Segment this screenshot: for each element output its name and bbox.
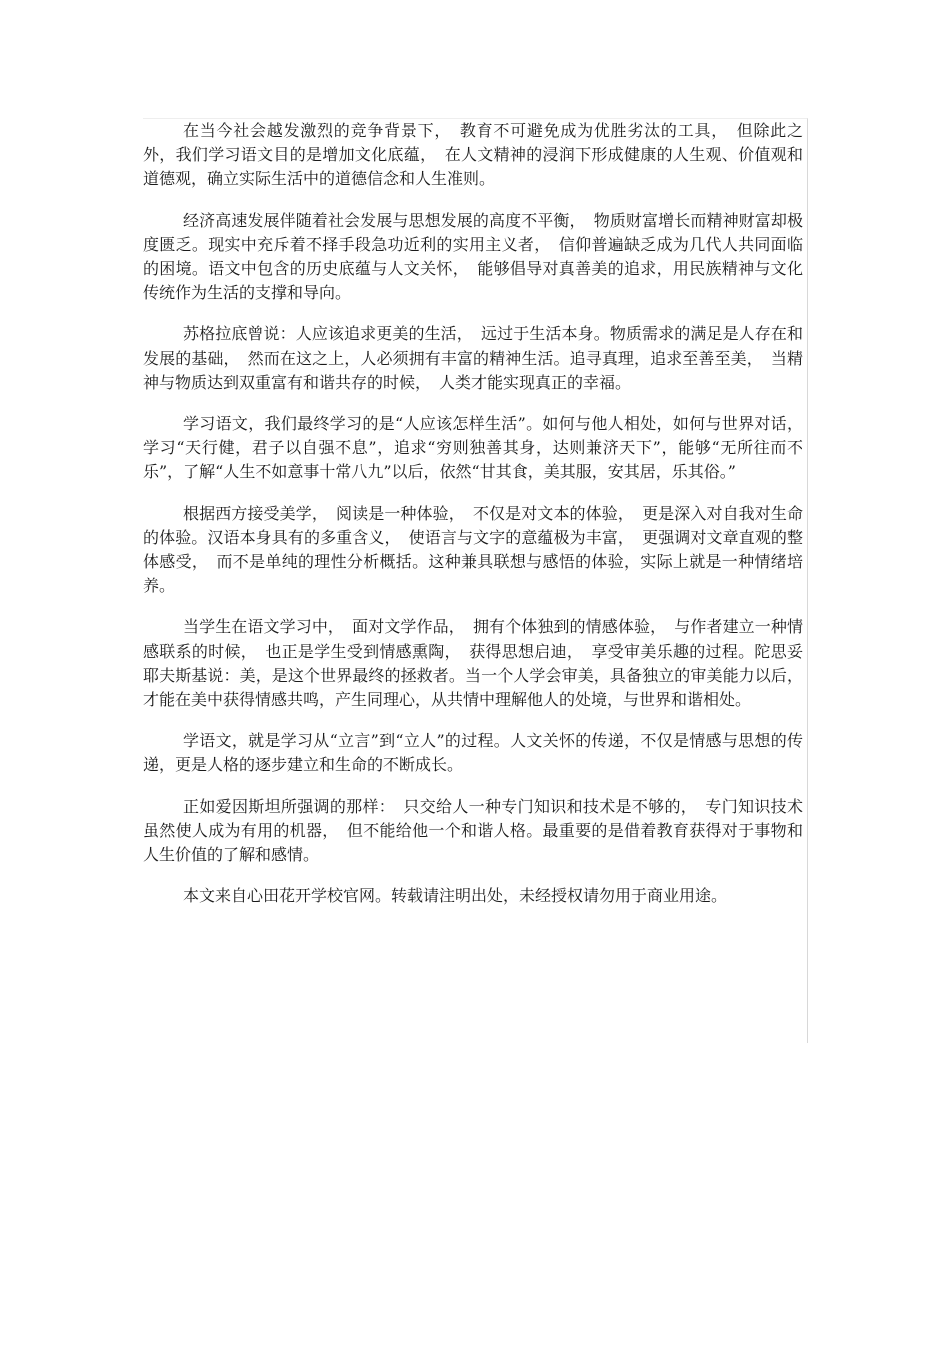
source-note: 本文来自心田花开学校官网。转载请注明出处，未经授权请勿用于商业用途。 bbox=[183, 886, 728, 906]
paragraph-2: 经济高速发展伴随着社会发展与思想发展的高度不平衡， 物质财富增长而精神财富却极度匮乏。现实中充斥着不择手段急功近利的实用主义者， 信仰普遍缺乏成为几代人共同面临的困境。语文中包含的历史底蕴与人文关怀， 能够倡导对真善美的追求，用民族精神与文化传统作为生活的支撑和导向。 bbox=[143, 210, 803, 303]
paragraph-8: 正如爱因斯坦所强调的那样： 只交给人一种专门知识和技术是不够的， 专门知识技术虽然使人成为有用的机器， 但不能给他一个和谐人格。最重要的是借着教育获得对于事物和人生价值的了解和感情。 bbox=[143, 796, 803, 865]
paragraph-5: 根据西方接受美学， 阅读是一种体验， 不仅是对文本的体验， 更是深入对自我对生命的体验。汉语本身具有的多重含义， 使语言与文字的意蕴极为丰富， 更强调对文章直观的整体感受， 而不是单纯的理性分析概括。这种兼具联想与感悟的体验，实际上就是一种情绪培养。 bbox=[143, 503, 803, 596]
paragraph-1: 在当今社会越发激烈的竞争背景下， 教育不可避免成为优胜劣汰的工具， 但除此之外，我们学习语文目的是增加文化底蕴， 在人文精神的浸润下形成健康的人生观、价值观和道德观，确立实际生活中的道德信念和人生准则。 bbox=[143, 121, 803, 189]
paragraph-3: 苏格拉底曾说：人应该追求更美的生活， 远过于生活本身。物质需求的满足是人存在和发展的基础， 然而在这之上，人必须拥有丰富的精神生活。追寻真理，追求至善至美， 当精神与物质达到双重富有和谐共存的时候， 人类才能实现真正的幸福。 bbox=[143, 324, 803, 392]
paragraph-6: 当学生在语文学习中， 面对文学作品， 拥有个体独到的情感体验， 与作者建立一种情感联系的时候， 也正是学生受到情感熏陶， 获得思想启迪， 享受审美乐趣的过程。陀思妥耶夫斯基说：美，是这个世界最终的拯救者。当一个人学会审美，具备独立的审美能力以后，才能在美中获得情感共鸣，产生同理心，从共情中理解他人的处境，与世界和谐相处。 bbox=[143, 617, 803, 710]
paragraph-7: 学语文，就是学习从“立言”到“立人”的过程。人文关怀的传递，不仅是情感与思想的传递，更是人格的逐步建立和生命的不断成长。 bbox=[143, 731, 803, 775]
paragraph-4: 学习语文，我们最终学习的是“人应该怎样生活”。如何与他人相处，如何与世界对话，学习“天行健，君子以自强不息”，追求“穷则独善其身，达则兼济天下”，能够“无所往而不乐”，了解“人生不如意事十常八九”以后，依然“甘其食，美其服，安其居，乐其俗。” bbox=[143, 414, 803, 482]
document-page bbox=[143, 118, 808, 1043]
